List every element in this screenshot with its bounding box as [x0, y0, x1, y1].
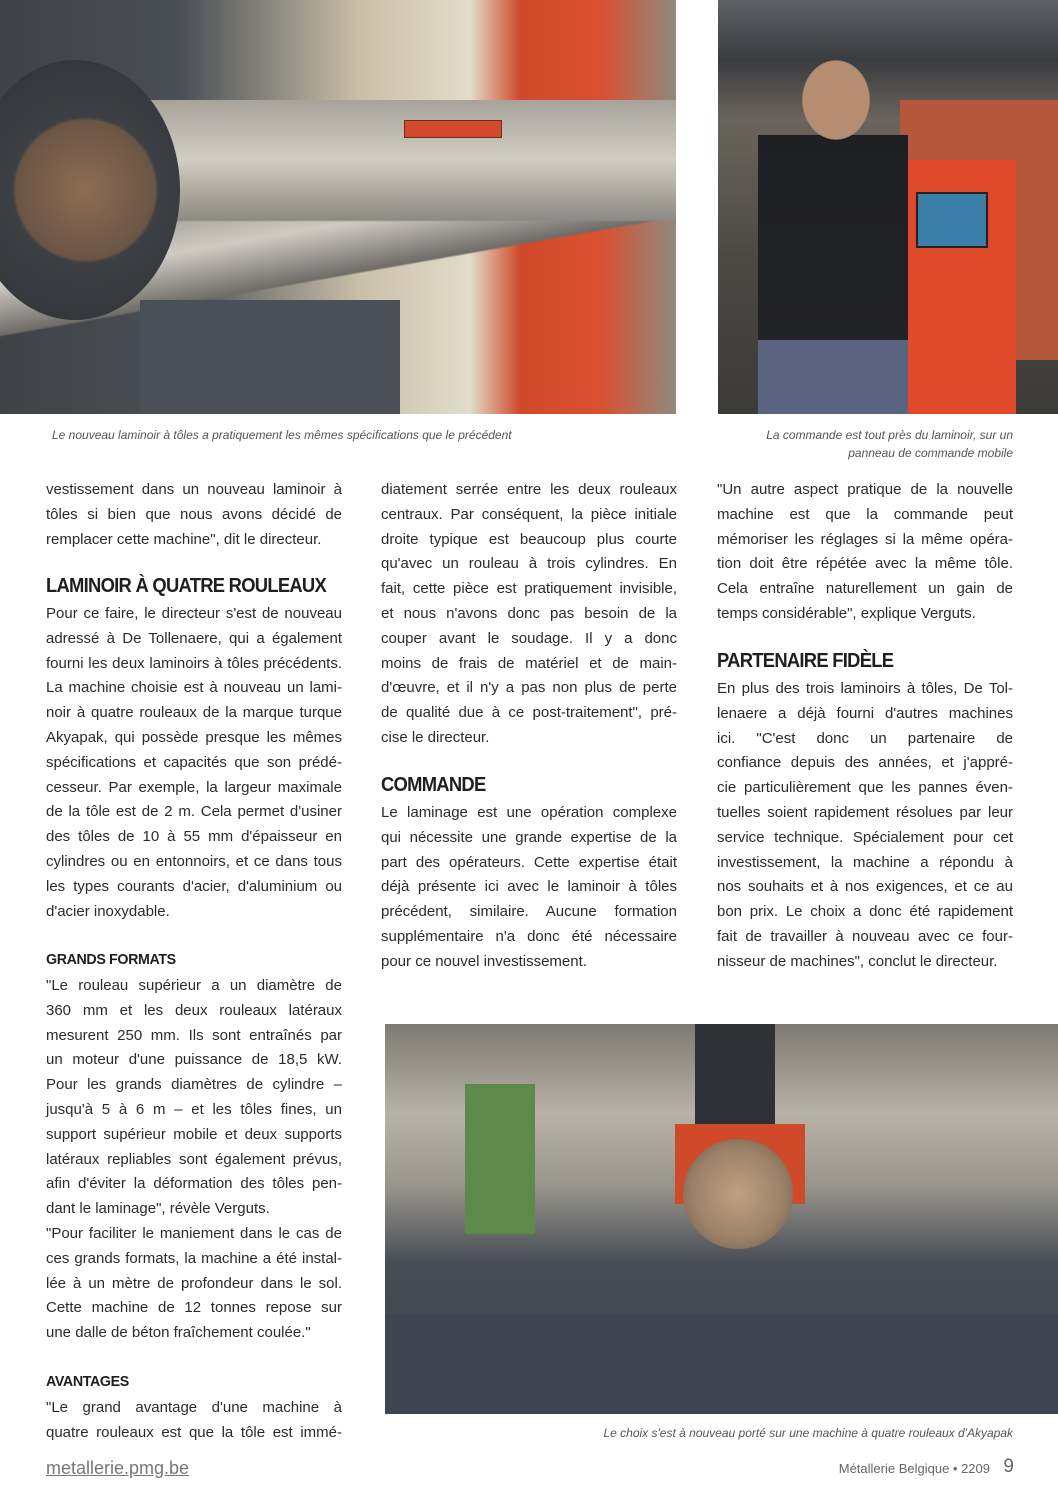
photo-four-roll-machine-front	[385, 1024, 1058, 1414]
subsection-heading: AVANTAGES	[46, 1373, 129, 1390]
machine-frame	[140, 300, 400, 414]
text-line: "Le rouleau supérieur a un diamètre de	[46, 977, 342, 994]
text-line: d'œuvre, et il n'y a pas non plus de perte	[381, 679, 677, 697]
operator	[758, 40, 908, 414]
text-line: Cette machine de 12 tonnes repose sur	[46, 1299, 342, 1317]
text-line: service technique. Spécialement pour cet	[717, 828, 1013, 846]
text-line: temps considérable", explique Verguts.	[717, 604, 976, 622]
text-line: tuelles soient rapidement résolues par leur	[717, 803, 1013, 821]
photo-plate-rolling-machine	[0, 0, 676, 414]
text-line: nisseur de machines", conclut le directeur.	[717, 952, 998, 970]
caption-photo1: Le nouveau laminoir à tôles a pratiquement les mêmes spécifications que le précédent	[52, 428, 512, 442]
text-line: moins de frais de matériel et de main-	[381, 654, 677, 672]
text-line: 360 mm et les deux rouleaux latéraux	[46, 1001, 342, 1019]
text-line: fourni les deux laminoirs à tôles précédents.	[46, 654, 342, 672]
page-number: 9	[1003, 1456, 1014, 1477]
text-line: lée à un mètre de profondeur dans le sol.	[46, 1274, 342, 1292]
caption-photo2	[766, 426, 1013, 462]
paragraph	[46, 974, 342, 1222]
photo-operator-control-panel	[718, 0, 1058, 414]
text-line: quatre rouleaux est que la tôle est immé-	[46, 1423, 342, 1441]
text-line: En plus des trois laminoirs à tôles, De Tol-	[717, 680, 1013, 697]
paragraph	[46, 1222, 342, 1346]
machine-base	[385, 1314, 1058, 1414]
text-line: cise le directeur.	[381, 728, 490, 746]
text-line: spécifications et capacités que son prédé-	[46, 753, 342, 771]
text-line: latéraux repliables sont également prévus,	[46, 1150, 342, 1168]
text-line: nos souhaits et à nos exigences, et ce au	[717, 878, 1013, 896]
paragraph	[717, 478, 1013, 627]
caption-line: panneau de commande mobile	[848, 446, 1013, 460]
text-line: droite typique est beaucoup plus courte	[381, 530, 677, 548]
subsection-heading: GRANDS FORMATS	[46, 951, 176, 968]
text-line: afin d'éviter la déformation des tôles pen-	[46, 1175, 342, 1193]
text-line: cylindres ou en entonnoirs, et ce dans tous	[46, 852, 342, 870]
text-line: mémoriser les réglages si la même opéra-	[717, 530, 1013, 548]
paragraph	[46, 1396, 342, 1446]
website-link[interactable]: metallerie.pmg.be	[46, 1458, 190, 1478]
text-line: remplacer cette machine", dit le directeur.	[46, 530, 322, 548]
text-line: "Pour faciliter le maniement dans le cas de	[46, 1225, 342, 1242]
text-line: de qualité due à ce post-traitement", pré-	[381, 704, 677, 722]
text-line: les types courants d'acier, d'aluminium ou	[46, 877, 342, 895]
text-line: ici. "C'est donc un partenaire de	[717, 729, 1013, 747]
text-line: des tôles de 10 à 55 mm d'épaisseur en	[46, 828, 342, 846]
text-line: mesurent 250 mm. Ils sont entraînés par	[46, 1026, 342, 1044]
text-line: adressé à De Tollenaere, qui a également	[46, 629, 342, 647]
text-line: d'acier inoxydable.	[46, 902, 170, 920]
text-line: tion doit être répétée avec la même tôle.	[717, 555, 1013, 573]
section-heading: COMMANDE	[381, 774, 486, 796]
text-line: déjà présente ici avec le laminoir à tôles	[381, 878, 677, 896]
text-line: un moteur d'une puissance de 18,5 kW.	[46, 1051, 342, 1069]
text-line: tôles si bien que nous avons décidé de	[46, 505, 342, 523]
text-line: ces grands formats, la machine a été instal-	[46, 1249, 342, 1267]
section-heading: LAMINOIR À QUATRE ROULEAUX	[46, 575, 327, 597]
upper-roll	[683, 1139, 793, 1249]
caption-photo3: Le choix s'est à nouveau porté sur une machine à quatre rouleaux d'Akyapak	[603, 1426, 1013, 1440]
text-line: vestissement dans un nouveau laminoir à	[46, 481, 342, 498]
text-line: part des opérateurs. Cette expertise était	[381, 853, 677, 871]
text-line: supplémentaire n'a donc été nécessaire	[381, 927, 677, 945]
paragraph	[46, 478, 342, 552]
text-line: fait, cette pièce est pratiquement invisible,	[381, 580, 677, 598]
text-line: qu'avec un rouleau à trois cylindres. En	[381, 555, 677, 573]
text-line: confiance depuis des années, et j'appré-	[717, 754, 1013, 772]
text-line: fait de travailler à nouveau avec ce four-	[717, 927, 1013, 945]
text-line: La machine choisie est à nouveau un lami-	[46, 679, 342, 697]
paragraph	[717, 677, 1013, 975]
text-line: Pour les grands diamètres de cylindre –	[46, 1076, 342, 1094]
section-heading: PARTENAIRE FIDÈLE	[717, 650, 894, 672]
machine-drum	[0, 60, 180, 320]
text-line: investissement, la machine a répondu à	[717, 853, 1013, 871]
text-line: couper avant le soudage. Il y a donc	[381, 629, 677, 647]
text-line: bon prix. Le choix a donc été rapidement	[717, 903, 1013, 921]
paragraph	[381, 801, 677, 975]
text-line: centraux. Par conséquent, la pièce initiale	[381, 505, 677, 523]
text-line: cesseur. Par exemple, la largeur maximale	[46, 778, 342, 796]
text-line: pour ce nouvel investissement.	[381, 952, 587, 970]
text-line: de la tôle est de 2 m. Cela permet d'usiner	[46, 803, 342, 821]
brand-label	[404, 120, 502, 138]
text-line: Le laminage est une opération complexe	[381, 804, 677, 821]
text-line: dant le laminage", révèle Verguts.	[46, 1200, 270, 1218]
text-line: Pour ce faire, le directeur s'est de nouveau	[46, 605, 342, 622]
magazine-issue: Métallerie Belgique • 2209	[838, 1461, 990, 1476]
text-line: support supérieur mobile et deux supports	[46, 1125, 342, 1143]
text-line: diatement serrée entre les deux rouleaux	[381, 481, 677, 498]
text-line: Akyapak, qui possède presque les mêmes	[46, 728, 342, 746]
text-line: cie particulièrement que les pannes éven-	[717, 779, 1013, 797]
paragraph	[46, 602, 342, 924]
text-line: machine est que la commande peut	[717, 505, 1013, 523]
text-line: une dalle de béton fraîchement coulée."	[46, 1324, 311, 1342]
text-line: précédent, similaire. Aucune formation	[381, 903, 677, 921]
text-line: "Le grand avantage d'une machine à	[46, 1399, 342, 1416]
text-line: qui nécessite une grande expertise de la	[381, 828, 677, 846]
green-cabinet	[465, 1084, 535, 1234]
text-line: noir à quatre rouleaux de la marque turque	[46, 704, 342, 722]
text-line: et nous n'avons donc pas besoin de la	[381, 604, 677, 622]
text-line: "Un autre aspect pratique de la nouvelle	[717, 481, 1013, 498]
control-screen	[916, 192, 988, 248]
paragraph	[381, 478, 677, 751]
text-line: Cela entraîne naturellement un gain de	[717, 580, 1013, 598]
caption-line: La commande est tout près du laminoir, sur un	[766, 428, 1013, 442]
text-line: lenaere a déjà fourni d'autres machines	[717, 704, 1013, 722]
text-line: jusqu'à 5 à 6 m – et les tôles fines, un	[46, 1100, 342, 1118]
